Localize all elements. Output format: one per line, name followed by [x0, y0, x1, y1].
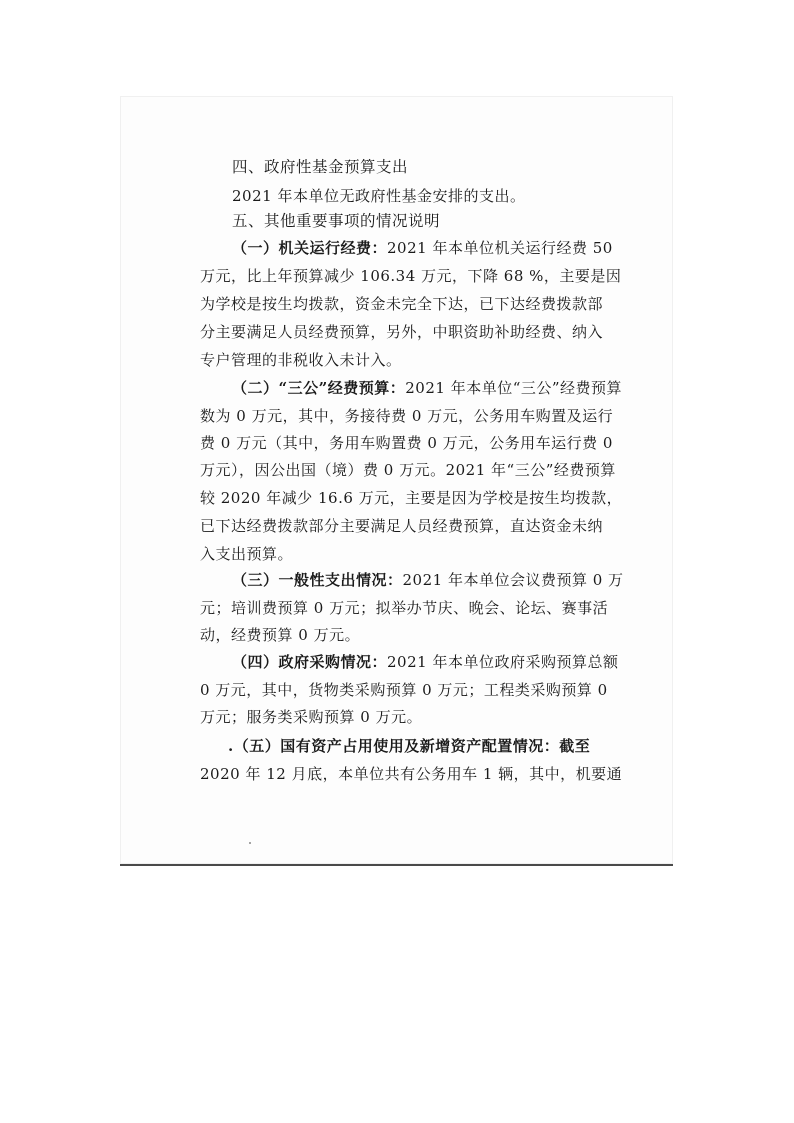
- p1-line-3: 为学校是按生均拨款，资金未完全下达，已下达经费拨款部: [200, 295, 604, 313]
- p3-line-2: 元；培训费预算 0 万元；拟举办节庆、晚会、论坛、赛事活: [200, 599, 609, 617]
- p2-line-7: 入支出预算。: [200, 545, 294, 563]
- p2-line-6: 已下达经费拨款部分主要满足人员经费预算，直达资金未纳: [200, 517, 604, 535]
- p1-line-5: 专户管理的非税收入未计入。: [200, 351, 402, 369]
- scan-speck: [249, 842, 251, 844]
- p2-label: （二）“三公”经费预算：: [232, 379, 406, 397]
- p5-line-1-text: 截至: [559, 737, 591, 755]
- p4-line-2: 0 万元，其中，货物类采购预算 0 万元；工程类采购预算 0: [200, 681, 608, 699]
- section4-body: 2021 年本单位无政府性基金安排的支出。: [232, 187, 526, 205]
- p2-line-4: 万元），因公出国（境）费 0 万元。2021 年“三公”经费预算: [200, 461, 616, 479]
- p5-label: .（五）国有资产占用使用及新增资产配置情况：: [228, 737, 560, 755]
- p5-line-1: [228, 736, 590, 756]
- section4-heading: 四、政府性基金预算支出: [232, 158, 409, 176]
- p2-line-2: 数为 0 万元，其中，务接待费 0 万元，公务用车购置及运行: [200, 407, 614, 425]
- p3-line-3: 动，经费预算 0 万元。: [200, 626, 361, 644]
- p4-line-1: [232, 652, 618, 672]
- p2-line-1: [232, 378, 622, 398]
- p2-line-3: 费 0 万元（其中，务用车购置费 0 万元，公务用车运行费 0: [200, 434, 613, 452]
- p2-line-1-text: 2021 年本单位“三公”经费预算: [405, 379, 623, 397]
- p4-label: （四）政府采购情况：: [232, 653, 388, 671]
- p1-line-2: 万元，比上年预算减少 106.34 万元，下降 68 %，主要是因: [200, 267, 622, 285]
- p3-line-1-text: 2021 年本单位会议费预算 0 万: [402, 571, 624, 589]
- section5-heading: 五、其他重要事项的情况说明: [232, 212, 441, 230]
- p3-label: （三）一般性支出情况：: [232, 571, 403, 589]
- p1-line-1: [232, 238, 613, 258]
- p1-line-4: 分主要满足人员经费预算，另外，中职资助补助经费、纳入: [200, 323, 604, 341]
- p4-line-1-text: 2021 年本单位政府采购预算总额: [387, 653, 619, 671]
- p5-line-2: 2020 年 12 月底，本单位共有公务用车 1 辆，其中，机要通: [200, 765, 623, 783]
- page-bottom-edge: [120, 864, 673, 866]
- p2-line-5: 较 2020 年减少 16.6 万元，主要是因为学校是按生均拨款，: [200, 489, 623, 507]
- p1-line-1-text: 2021 年本单位机关运行经费 50: [387, 239, 613, 257]
- p3-line-1: [232, 570, 624, 590]
- p4-line-3: 万元；服务类采购预算 0 万元。: [200, 708, 423, 726]
- p1-label: （一）机关运行经费：: [232, 239, 388, 257]
